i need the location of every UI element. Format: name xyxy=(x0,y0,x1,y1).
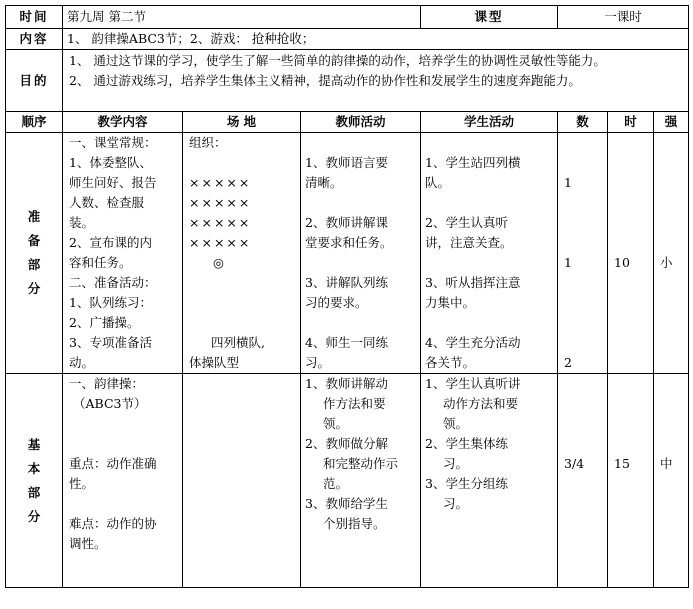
spacer xyxy=(425,313,553,333)
basic-student-line: 2、学生集体练 xyxy=(425,436,508,451)
basic-label-char: 基 xyxy=(27,436,41,452)
col-teaching: 教学内容 xyxy=(63,112,183,133)
prep-student xyxy=(421,133,558,374)
spacer xyxy=(660,133,684,153)
spacer xyxy=(660,414,684,434)
prep-count-value: 1 xyxy=(564,175,572,190)
spacer xyxy=(614,193,649,213)
prep-student-line: 3、听从指挥注意 xyxy=(425,275,521,290)
spacer xyxy=(660,434,684,454)
basic-teaching-title: 一、韵律操： xyxy=(69,376,145,391)
content-row xyxy=(6,29,689,50)
prep-teaching-line: 容和任务。 xyxy=(69,255,132,270)
difficult-point: 难点：动作的协 xyxy=(69,516,157,531)
basic-teacher-line: 2、教师做分解 xyxy=(305,436,388,451)
spacer xyxy=(564,414,603,434)
spacer xyxy=(614,153,649,173)
spacer xyxy=(660,213,684,233)
prep-student-line: 力集中。 xyxy=(425,295,476,310)
teacher-position-icon: ◎ xyxy=(213,255,224,270)
prep-student-line: 2、学生认真听 xyxy=(425,215,508,230)
basic-label-char: 部 xyxy=(27,484,41,500)
prep-count-value: 1 xyxy=(564,255,572,270)
prep-intensity-value: 小 xyxy=(660,255,673,270)
venue-caption: 四列横队, xyxy=(211,335,265,350)
prep-teaching-line: 2、广播操。 xyxy=(69,315,140,330)
basic-time-value: 15 xyxy=(614,456,630,471)
venue-title: 组织： xyxy=(189,135,227,150)
basic-student-line: 3、学生分组练 xyxy=(425,476,508,491)
spacer xyxy=(564,193,603,213)
col-venue: 场 地 xyxy=(183,112,301,133)
venue-caption: 体操队型 xyxy=(189,355,240,370)
prep-student-line: 4、学生充分活动 xyxy=(425,335,521,350)
prep-time-value: 10 xyxy=(614,255,630,270)
spacer xyxy=(660,193,684,213)
spacer xyxy=(564,213,603,233)
col-order: 顺序 xyxy=(6,112,63,133)
formation-row: ××××× xyxy=(189,195,252,210)
basic-count xyxy=(558,374,608,588)
spacer xyxy=(564,273,603,293)
basic-student-line: 习。 xyxy=(443,496,469,511)
prep-student-line: 讲，注意关查。 xyxy=(425,235,513,250)
prep-teaching-line: 二、准备活动： xyxy=(69,275,157,290)
spacer xyxy=(564,153,603,173)
spacer xyxy=(564,374,603,394)
prep-teacher-line: 4、师生一同练 xyxy=(305,335,388,350)
key-point: 性。 xyxy=(69,476,95,491)
basic-student-line: 动作方法和要 xyxy=(443,396,519,411)
time-label: 时间 xyxy=(6,6,63,29)
purpose-label: 目的 xyxy=(6,50,63,112)
key-point: 重点：动作准确 xyxy=(69,456,157,471)
basic-teacher-line: 3、教师给学生 xyxy=(305,496,388,511)
basic-student-line: 习。 xyxy=(443,456,469,471)
content-value: 1、 韵律操ABC3节；2、游戏： 抢种抢收； xyxy=(63,29,689,50)
col-intensity: 强 xyxy=(654,112,689,133)
spacer xyxy=(614,173,649,193)
prep-teacher-line: 2、教师讲解课 xyxy=(305,215,388,230)
spacer xyxy=(614,394,649,414)
col-time: 时 xyxy=(608,112,654,133)
basic-teacher-line: 范。 xyxy=(323,476,349,491)
spacer xyxy=(660,233,684,253)
prep-teaching xyxy=(63,133,183,374)
prep-teacher-line: 3、讲解队列练 xyxy=(305,275,388,290)
purpose-value xyxy=(63,50,689,112)
basic-teacher-line: 1、教师讲解动 xyxy=(305,376,388,391)
spacer xyxy=(189,273,296,293)
basic-teacher-line: 领。 xyxy=(323,416,349,431)
prep-intensity xyxy=(654,133,689,374)
prep-teaching-line: 3、专项准备活 xyxy=(69,335,152,350)
prep-student-line: 队。 xyxy=(425,175,451,190)
prep-teaching-line: 1、体委整队、 xyxy=(69,155,152,170)
type-value: 一课时 xyxy=(558,6,689,29)
header-row xyxy=(6,6,689,29)
prep-teaching-line: 师生问好、报告 xyxy=(69,175,157,190)
purpose-line-2: 2、 通过游戏练习，培养学生集体主义精神，提高动作的协作性和发展学生的速度奔跑能力。 xyxy=(69,72,581,88)
spacer xyxy=(305,193,416,213)
purpose-line-1: 1、 通过这节课的学习，使学生了解一些简单的韵律操的动作，培养学生的协调性灵敏性等能力。 xyxy=(69,53,606,68)
prep-count xyxy=(558,133,608,374)
col-student: 学生活动 xyxy=(421,112,558,133)
spacer xyxy=(564,434,603,454)
spacer xyxy=(189,293,296,313)
basic-time xyxy=(608,374,654,588)
basic-label xyxy=(6,374,63,588)
spacer xyxy=(189,313,296,333)
prep-student-line: 1、学生站四列横 xyxy=(425,155,521,170)
spacer xyxy=(660,153,684,173)
prep-teaching-line: 1、队列练习： xyxy=(69,295,152,310)
content-label: 内容 xyxy=(6,29,63,50)
basic-teacher-line: 个别指导。 xyxy=(323,516,386,531)
prep-teaching-line: 装。 xyxy=(69,215,95,230)
spacer xyxy=(305,313,416,333)
basic-teacher xyxy=(301,374,421,588)
basic-intensity-value: 中 xyxy=(660,456,673,471)
basic-label-char: 分 xyxy=(27,508,41,524)
basic-student xyxy=(421,374,558,588)
spacer xyxy=(660,394,684,414)
spacer xyxy=(564,233,603,253)
prep-teacher-line: 习。 xyxy=(305,355,331,370)
prep-teacher-line: 堂要求和任务。 xyxy=(305,235,393,250)
basic-teaching-sub: （ABC3节） xyxy=(73,396,147,411)
prep-row xyxy=(6,133,689,374)
lesson-plan-table xyxy=(5,5,689,588)
spacer xyxy=(425,193,553,213)
basic-label-char: 本 xyxy=(27,460,41,476)
prep-label-char: 部 xyxy=(27,257,41,272)
basic-teacher-line: 和完整动作示 xyxy=(323,456,399,471)
spacer xyxy=(69,434,178,454)
prep-teacher-line: 清晰。 xyxy=(305,175,343,190)
prep-label xyxy=(6,133,63,374)
basic-count-value: 3/4 xyxy=(564,456,585,471)
prep-time xyxy=(608,133,654,374)
spacer xyxy=(305,253,416,273)
prep-venue xyxy=(183,133,301,374)
type-label: 课型 xyxy=(421,6,558,29)
spacer xyxy=(564,333,603,353)
basic-teacher-line: 作方法和要 xyxy=(323,396,386,411)
prep-teacher xyxy=(301,133,421,374)
spacer xyxy=(614,374,649,394)
spacer xyxy=(564,394,603,414)
prep-student-line: 各关节。 xyxy=(425,355,476,370)
prep-teaching-line: 人数、检查服 xyxy=(69,195,145,210)
spacer xyxy=(189,153,296,173)
basic-student-line: 领。 xyxy=(443,416,469,431)
spacer xyxy=(614,434,649,454)
prep-teaching-line: 一、课堂常规： xyxy=(69,135,157,150)
column-header-row xyxy=(6,112,689,133)
formation-row: ××××× xyxy=(189,235,252,250)
formation-row: ××××× xyxy=(189,175,252,190)
spacer xyxy=(614,133,649,153)
spacer xyxy=(614,414,649,434)
basic-row xyxy=(6,374,689,588)
col-teacher: 教师活动 xyxy=(301,112,421,133)
difficult-point: 调性。 xyxy=(69,536,107,551)
basic-teaching xyxy=(63,374,183,588)
col-count: 数 xyxy=(558,112,608,133)
purpose-row xyxy=(6,50,689,112)
spacer xyxy=(614,233,649,253)
prep-label-char: 分 xyxy=(27,281,41,296)
formation-row: ××××× xyxy=(189,215,252,230)
prep-label-char: 准 xyxy=(27,209,41,224)
basic-venue xyxy=(183,374,301,588)
prep-count-value: 2 xyxy=(564,355,572,370)
prep-teaching-line: 2、宣布课的内 xyxy=(69,235,152,250)
prep-teaching-line: 动。 xyxy=(69,355,95,370)
spacer xyxy=(614,213,649,233)
prep-teacher-line: 习的要求。 xyxy=(305,295,368,310)
spacer xyxy=(660,173,684,193)
spacer xyxy=(564,313,603,333)
spacer xyxy=(69,414,178,434)
prep-label-char: 备 xyxy=(27,233,41,248)
basic-intensity xyxy=(654,374,689,588)
spacer xyxy=(69,494,178,514)
spacer xyxy=(425,253,553,273)
spacer xyxy=(564,293,603,313)
spacer xyxy=(660,374,684,394)
time-value: 第九周 第二节 xyxy=(63,6,421,29)
prep-teacher-line: 1、教师语言要 xyxy=(305,155,388,170)
basic-student-line: 1、学生认真听讲 xyxy=(425,376,521,391)
spacer xyxy=(564,133,603,153)
